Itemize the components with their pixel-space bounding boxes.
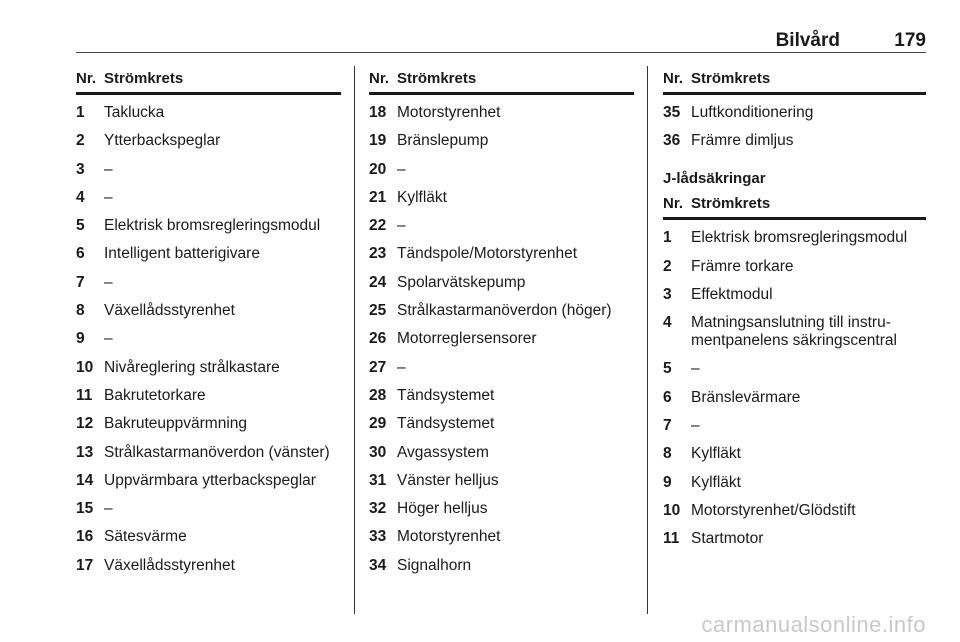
circuit-name: Sätesvärme [104,528,187,546]
circuit-name: – [104,330,113,348]
table-row [369,472,634,490]
circuit-name: Elektrisk bromsregleringsmodul [691,229,908,247]
table-row [663,474,926,492]
header-circuit: Strömkrets [691,195,771,213]
fuse-number: 4 [76,188,85,206]
circuit-name: Ytterbackspeglar [104,132,221,150]
fuse-number: 28 [369,386,387,404]
fuse-number: 29 [369,415,387,433]
table-row [663,417,926,435]
page-number: 179 [894,30,926,51]
fuse-number: 11 [663,530,680,548]
circuit-name: Tändsystemet [397,415,495,433]
fuse-number: 6 [663,388,672,406]
circuit-name: Startmotor [691,530,764,548]
fuse-number: 9 [76,330,85,348]
table-row [76,387,341,405]
fuse-number: 8 [663,445,672,463]
circuit-name: Växellådsstyrenhet [104,302,235,320]
fuse-number: 23 [369,245,387,263]
circuit-name: Höger helljus [397,500,488,518]
fuse-number: 6 [76,245,85,263]
circuit-name: Avgassystem [397,443,489,461]
header-nr: Nr. [663,195,684,213]
table-row [76,472,341,490]
fuse-table-column-1 [76,70,341,575]
fuse-number: 34 [369,556,387,574]
circuit-name: – [397,217,406,235]
table-row [369,161,634,179]
circuit-name: Matningsanslutning till instru-mentpanelens säkringscentral [691,314,897,350]
circuit-name: Taklucka [104,104,165,121]
table-row [76,415,341,433]
table-row [663,229,926,247]
circuit-name: Bakrutetorkare [104,386,206,404]
table-row [369,104,634,122]
fuse-number: 22 [369,217,387,235]
fuse-number: 2 [663,257,672,275]
table-row [76,245,341,263]
table-row [663,286,926,304]
circuit-name: Uppvärmbara ytterbackspeglar [104,471,316,489]
fuse-number: 33 [369,528,387,546]
fuse-number: 24 [369,273,387,291]
fuse-number: 7 [663,417,672,435]
table-row [76,161,341,179]
fuse-number: 20 [369,160,387,178]
table-row [369,557,634,575]
circuit-name: Strålkastarmanöverdon (vänster) [104,443,330,461]
column-divider [354,66,355,614]
table-header [369,70,634,95]
fuse-number: 5 [76,217,85,235]
fuse-number: 15 [76,500,94,518]
circuit-name: – [104,160,113,178]
table-row [369,444,634,462]
table-row [369,132,634,150]
circuit-name: Kylfläkt [691,445,741,463]
circuit-name: Kylfläkt [691,473,741,491]
table-row [76,528,341,546]
fuse-number: 5 [663,360,672,378]
circuit-name: Spolarvätskepump [397,273,526,291]
circuit-name: Motorstyrenhet [397,104,501,121]
table-row [76,302,341,320]
circuit-name: Bränslevärmare [691,388,801,406]
circuit-name: Luftkonditionering [691,104,814,121]
circuit-name: Intelligent batterigivare [104,245,260,263]
table-row [663,104,926,122]
fuse-table-column-2 [369,70,634,575]
fuse-number: 10 [663,501,681,519]
fuse-number: 10 [76,358,94,376]
table-row [369,302,634,320]
table-row [369,189,634,207]
fuse-number: 12 [76,415,94,433]
table-row [76,557,341,575]
header-nr: Nr. [663,70,684,87]
table-row [76,104,341,122]
column-divider [647,66,648,614]
circuit-name: Effektmodul [691,285,773,303]
table-row [369,330,634,348]
fuse-number: 16 [76,528,94,546]
fuse-number: 3 [76,160,85,178]
table-row [76,500,341,518]
fuse-number: 2 [76,132,85,150]
table-row [76,217,341,235]
circuit-name: Elektrisk bromsregleringsmodul [104,217,321,235]
circuit-name: Nivåreglering strålkastare [104,358,280,376]
table-row [369,528,634,546]
table-row [369,500,634,518]
fuse-number: 31 [369,471,387,489]
circuit-name: – [397,160,406,178]
circuit-name: – [104,500,113,518]
watermark: carmanualsonline.info [701,612,926,637]
fuse-number: 8 [76,302,85,320]
table-row [76,444,341,462]
table-row [369,245,634,263]
table-row [76,359,341,377]
table-row [663,445,926,463]
fuse-number: 21 [369,188,387,206]
fuse-number: 17 [76,556,94,574]
table-row [663,389,926,407]
fuse-number: 1 [663,229,672,247]
circuit-name: Strålkastarmanöverdon (höger) [397,302,612,320]
fuse-number: 9 [663,473,672,491]
circuit-name: Främre torkare [691,257,794,275]
circuit-name: Motorreglersensorer [397,330,537,348]
table-row [369,274,634,292]
circuit-name: Signalhorn [397,556,472,574]
table-header [76,70,341,95]
table-header [663,195,926,220]
fuse-number: 13 [76,443,94,461]
fuse-number: 11 [76,386,93,404]
fuse-number: 1 [76,104,85,121]
table-row [76,274,341,292]
header-nr: Nr. [76,70,97,87]
fuse-number: 35 [663,104,681,121]
fuse-number: 26 [369,330,387,348]
circuit-name: – [691,360,700,378]
fuse-table-column-3 [663,70,926,548]
fuse-number: 36 [663,132,681,150]
table-row [369,217,634,235]
circuit-name: Bakruteuppvärmning [104,415,248,433]
table-row [76,189,341,207]
circuit-name: Motorstyrenhet [397,528,501,546]
circuit-name: – [691,417,700,435]
circuit-name: Växellådsstyrenhet [104,556,235,574]
table-header [663,70,926,95]
circuit-name: – [397,358,406,376]
fuse-number: 3 [663,285,672,303]
table-row [663,314,926,350]
fuse-number: 19 [369,132,387,150]
fuse-number: 7 [76,273,85,291]
fuse-number: 27 [369,358,387,376]
circuit-name: Tändsystemet [397,386,495,404]
circuit-name: – [104,273,113,291]
table-row [663,258,926,276]
circuit-name: Bränslepump [397,132,489,150]
header-circuit: Strömkrets [691,70,771,87]
table-row [369,415,634,433]
header-circuit: Strömkrets [397,70,477,87]
page-title: Bilvård [775,30,840,51]
table-row [369,359,634,377]
section-title: J-lådsäkringar [663,170,766,188]
table-row [76,132,341,150]
circuit-name: Vänster helljus [397,471,499,489]
table-row [76,330,341,348]
table-row [663,502,926,520]
fuse-number: 18 [369,104,387,121]
circuit-name: Främre dimljus [691,132,794,150]
fuse-number: 30 [369,443,387,461]
page-header [76,28,926,53]
table-row [369,387,634,405]
table-row [663,360,926,378]
circuit-name: Kylfläkt [397,188,447,206]
header-circuit: Strömkrets [104,70,184,87]
fuse-number: 25 [369,302,387,320]
fuse-number: 4 [663,314,672,332]
header-nr: Nr. [369,70,390,87]
circuit-name: Tändspole/Motorstyrenhet [397,245,578,263]
table-row [663,132,926,150]
fuse-number: 14 [76,471,94,489]
circuit-name: – [104,188,113,206]
table-row [663,530,926,548]
fuse-number: 32 [369,500,387,518]
circuit-name: Motorstyrenhet/Glödstift [691,501,856,519]
